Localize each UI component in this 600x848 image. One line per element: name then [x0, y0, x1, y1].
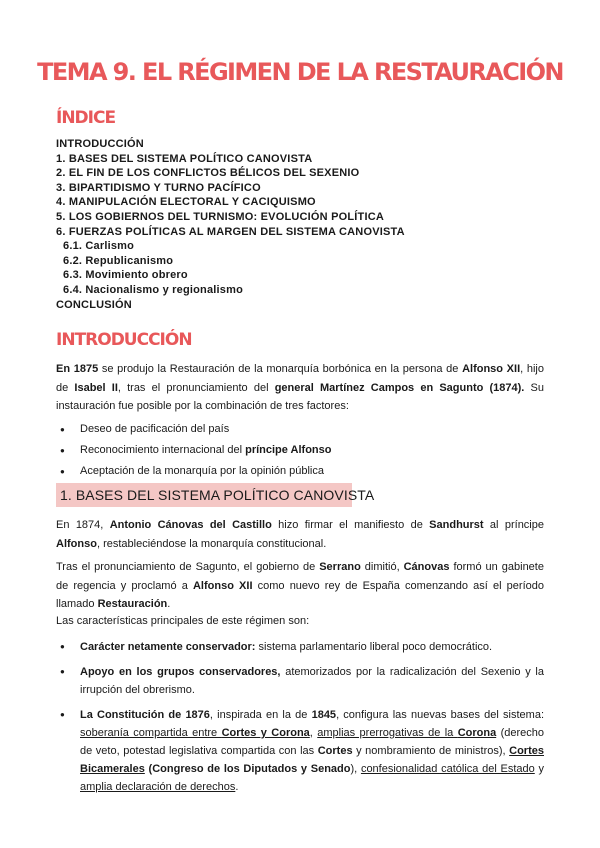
toc-item[interactable]: CONCLUSIÓN: [56, 298, 132, 311]
section1-heading: 1. BASES DEL SISTEMA POLÍTICO CANOVISTA: [60, 487, 375, 503]
list-item: ● La Constitución de 1876, inspirada en la de 1845, configura las nuevas bases del sistema: soberanía compartida entre Cortes y Corona, amplias prerrogativas de la Corona (derecho de veto, potestad legislativa compartida con las Cortes y nombramiento de ministros), Cortes Bicamerales (Congreso de los Diputados y Senado), confesionalidad católica del Estado y amplia declaración de derechos.: [56, 706, 544, 796]
intro-heading: INTRODUCCIÓN: [56, 330, 192, 350]
list-item: ● Aceptación de la monarquía por la opinión pública: [56, 461, 544, 482]
toc-item[interactable]: 4. MANIPULACIÓN ELECTORAL Y CACIQUISMO: [56, 196, 316, 209]
toc-item[interactable]: INTRODUCCIÓN: [56, 138, 144, 150]
text: , tras el pronunciamiento del: [117, 381, 275, 394]
text-bold: Alfonso XII: [462, 363, 521, 375]
toc-subitem[interactable]: 6.3. Movimiento obrero: [63, 269, 188, 282]
list-item: ● Deseo de pacificación del país: [56, 419, 544, 440]
factors-list: [56, 419, 544, 482]
page-title: TEMA 9. EL RÉGIMEN DE LA RESTAURACIÓN: [37, 58, 563, 86]
features-list: [56, 638, 544, 796]
toc-subitem[interactable]: 6.4. Nacionalismo y regionalismo: [63, 283, 244, 296]
text: se produjo la Restauración de la monarquía borbónica en la persona de: [98, 363, 463, 375]
toc-subitem[interactable]: 6.2. Republicanismo: [63, 254, 174, 267]
text: , hijo de: [56, 363, 544, 394]
list-item: ● Reconocimiento internacional del príncipe Alfonso: [56, 440, 544, 461]
toc-item[interactable]: 1. BASES DEL SISTEMA POLÍTICO CANOVISTA: [56, 152, 313, 165]
table-of-contents: [56, 137, 556, 312]
text: Su instauración fue posible por la combinación de tres factores:: [56, 381, 544, 412]
intro-paragraph: [56, 360, 544, 416]
section1-paragraph-3: Las características principales de este régimen son:: [56, 615, 310, 627]
text-bold: En 1875: [56, 363, 99, 375]
list-item: ● Apoyo en los grupos conservadores, atemorizados por la radicalización del Sexenio y la irrupción del obrerismo.: [56, 663, 544, 699]
toc-subitem[interactable]: 6.1. Carlismo: [63, 240, 135, 253]
section1-paragraph-2: Tras el pronunciamiento de Sagunto, el gobierno de Serrano dimitió, Cánovas formó un gabinete de regencia y proclamó a Alfonso XII como nuevo rey de España comenzando así el período llamado Restauración.: [56, 561, 544, 610]
toc-item[interactable]: 5. LOS GOBIERNOS DEL TURNISMO: EVOLUCIÓN POLÍTICA: [56, 210, 385, 223]
list-item: ● Carácter netamente conservador: sistema parlamentario liberal poco democrático.: [56, 638, 544, 656]
text-bold: general Martínez Campos en Sagunto (1874).: [274, 381, 525, 394]
text-bold: Isabel II: [74, 381, 118, 394]
toc-item[interactable]: 2. EL FIN DE LOS CONFLICTOS BÉLICOS DEL SEXENIO: [56, 167, 360, 180]
toc-item[interactable]: 3. BIPARTIDISMO Y TURNO PACÍFICO: [56, 181, 261, 194]
index-heading: ÍNDICE: [56, 108, 116, 128]
section1-paragraph-1: En 1874, Antonio Cánovas del Castillo hizo firmar el manifiesto de Sandhurst al príncipe Alfonso, restableciéndose la monarquía constitucional.: [56, 519, 544, 550]
toc-item[interactable]: 6. FUERZAS POLÍTICAS AL MARGEN DEL SISTEMA CANOVISTA: [56, 225, 405, 238]
